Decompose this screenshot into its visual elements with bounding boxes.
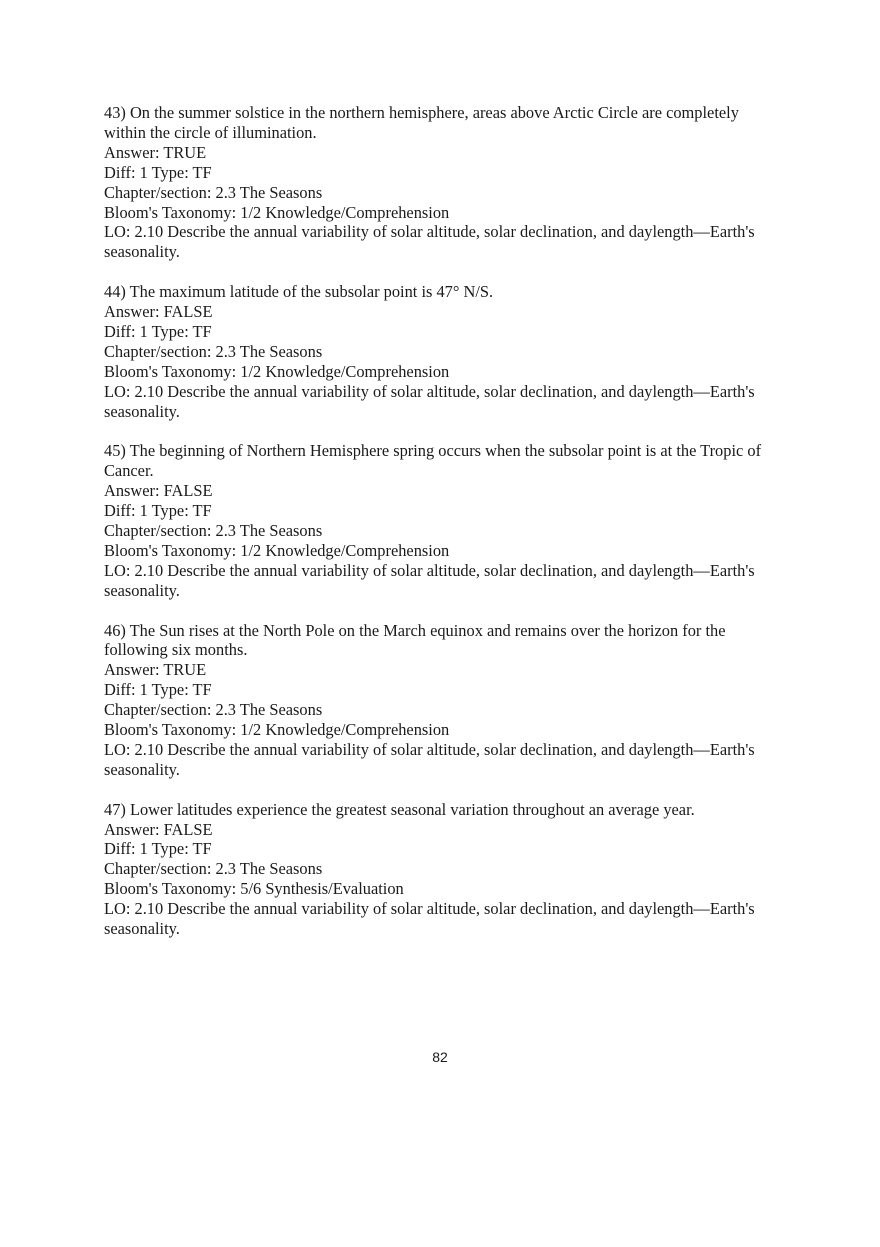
question-block bbox=[104, 441, 784, 600]
bloom-line: Bloom's Taxonomy: 1/2 Knowledge/Comprehension bbox=[104, 361, 450, 381]
learning-objective-line: LO: 2.10 Describe the annual variability of solar altitude, solar declination, and daylength—Earth's seasonality. bbox=[104, 560, 755, 600]
answer-line: Answer: TRUE bbox=[104, 142, 207, 162]
chapter-line: Chapter/section: 2.3 The Seasons bbox=[104, 182, 323, 202]
learning-objective-line: LO: 2.10 Describe the annual variability of solar altitude, solar declination, and daylength—Earth's seasonality. bbox=[104, 381, 755, 421]
bloom-line: Bloom's Taxonomy: 1/2 Knowledge/Comprehension bbox=[104, 202, 450, 222]
question-block bbox=[104, 103, 784, 262]
question-list bbox=[104, 103, 784, 959]
question-text: 44) The maximum latitude of the subsolar point is 47° N/S. bbox=[104, 282, 494, 302]
chapter-line: Chapter/section: 2.3 The Seasons bbox=[104, 859, 323, 879]
difficulty-line: Diff: 1 Type: TF bbox=[104, 680, 212, 700]
question-text: 46) The Sun rises at the North Pole on the March equinox and remains over the horizon for the following six months. bbox=[104, 620, 726, 660]
bloom-line: Bloom's Taxonomy: 1/2 Knowledge/Comprehension bbox=[104, 720, 450, 740]
bloom-line: Bloom's Taxonomy: 1/2 Knowledge/Comprehension bbox=[104, 540, 450, 560]
learning-objective-line: LO: 2.10 Describe the annual variability of solar altitude, solar declination, and daylength—Earth's seasonality. bbox=[104, 739, 755, 779]
chapter-line: Chapter/section: 2.3 The Seasons bbox=[104, 341, 323, 361]
question-text: 43) On the summer solstice in the northern hemisphere, areas above Arctic Circle are completely within the circle of illumination. bbox=[104, 103, 739, 142]
question-block bbox=[104, 800, 784, 939]
question-block bbox=[104, 282, 784, 421]
question-block bbox=[104, 621, 784, 780]
question-text: 45) The beginning of Northern Hemisphere spring occurs when the subsolar point is at the Tropic of Cancer. bbox=[104, 441, 762, 481]
question-text: 47) Lower latitudes experience the greatest seasonal variation throughout an average year. bbox=[104, 799, 695, 819]
difficulty-line: Diff: 1 Type: TF bbox=[104, 162, 212, 182]
chapter-line: Chapter/section: 2.3 The Seasons bbox=[104, 700, 323, 720]
bloom-line: Bloom's Taxonomy: 5/6 Synthesis/Evaluation bbox=[104, 879, 404, 899]
answer-line: Answer: FALSE bbox=[104, 819, 213, 839]
difficulty-line: Diff: 1 Type: TF bbox=[104, 321, 212, 341]
difficulty-line: Diff: 1 Type: TF bbox=[104, 501, 212, 521]
learning-objective-line: LO: 2.10 Describe the annual variability of solar altitude, solar declination, and daylength—Earth's seasonality. bbox=[104, 899, 755, 939]
answer-line: Answer: TRUE bbox=[104, 660, 207, 680]
answer-line: Answer: FALSE bbox=[104, 481, 213, 501]
page-number: 82 bbox=[432, 1049, 448, 1065]
difficulty-line: Diff: 1 Type: TF bbox=[104, 839, 212, 859]
learning-objective-line: LO: 2.10 Describe the annual variability of solar altitude, solar declination, and daylength—Earth's seasonality. bbox=[104, 222, 755, 262]
chapter-line: Chapter/section: 2.3 The Seasons bbox=[104, 521, 323, 540]
answer-line: Answer: FALSE bbox=[104, 302, 213, 322]
